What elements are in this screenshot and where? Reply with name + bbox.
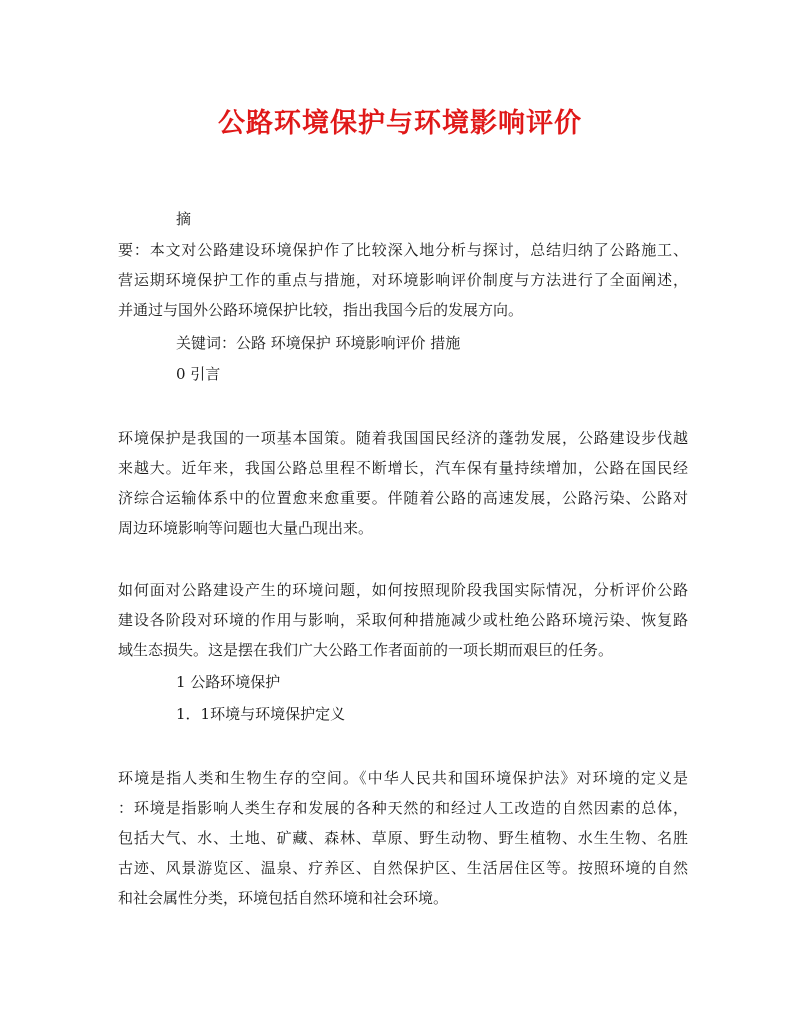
paragraph-line: 济综合运输体系中的位置愈来愈重要。伴随着公路的高速发展，公路污染、公路对 xyxy=(118,489,688,507)
document-title: 公路环境保护与环境影响评价 xyxy=(218,108,582,139)
abstract-label: 摘 xyxy=(176,210,192,228)
section-heading-0: 0 引言 xyxy=(176,365,221,383)
paragraph-line: 周边环境影响等问题也大量凸现出来。 xyxy=(118,519,374,537)
keywords: 关键词：公路 环境保护 环境影响评价 措施 xyxy=(176,334,461,352)
paragraph-line: 和社会属性分类，环境包括自然环境和社会环境。 xyxy=(118,889,449,907)
paragraph-line: 域生态损失。这是摆在我们广大公路工作者面前的一项长期而艰巨的任务。 xyxy=(118,641,614,659)
paragraph-line: 环境是指人类和生物生存的空间。《中华人民共和国环境保护法》对环境的定义是 xyxy=(118,769,688,787)
section-heading-1: 1 公路环境保护 xyxy=(176,673,281,691)
paragraph-line: 包括大气、水、土地、矿藏、森林、草原、野生动物、野生植物、水生生物、名胜 xyxy=(118,829,688,847)
paragraph-line: ：环境是指影响人类生存和发展的各种天然的和经过人工改造的自然因素的总体， xyxy=(118,799,688,817)
abstract-line: 并通过与国外公路环境保护比较，指出我国今后的发展方向。 xyxy=(118,301,524,319)
abstract-line: 要：本文对公路建设环境保护作了比较深入地分析与探讨，总结归纳了公路施工、 xyxy=(118,241,688,259)
paragraph-line: 如何面对公路建设产生的环境问题，如何按照现阶段我国实际情况，分析评价公路 xyxy=(118,581,688,599)
abstract-line: 营运期环境保护工作的重点与措施，对环境影响评价制度与方法进行了全面阐述， xyxy=(118,271,688,289)
paragraph-line: 来越大。近年来，我国公路总里程不断增长，汽车保有量持续增加，公路在国民经 xyxy=(118,459,688,477)
paragraph-line: 建设各阶段对环境的作用与影响，采取何种措施减少或杜绝公路环境污染、恢复路 xyxy=(118,611,688,629)
section-heading-1-1: 1．1环境与环境保护定义 xyxy=(176,705,346,723)
paragraph-line: 古迹、风景游览区、温泉、疗养区、自然保护区、生活居住区等。按照环境的自然 xyxy=(118,859,688,877)
paragraph-line: 环境保护是我国的一项基本国策。随着我国国民经济的蓬勃发展，公路建设步伐越 xyxy=(118,429,688,447)
